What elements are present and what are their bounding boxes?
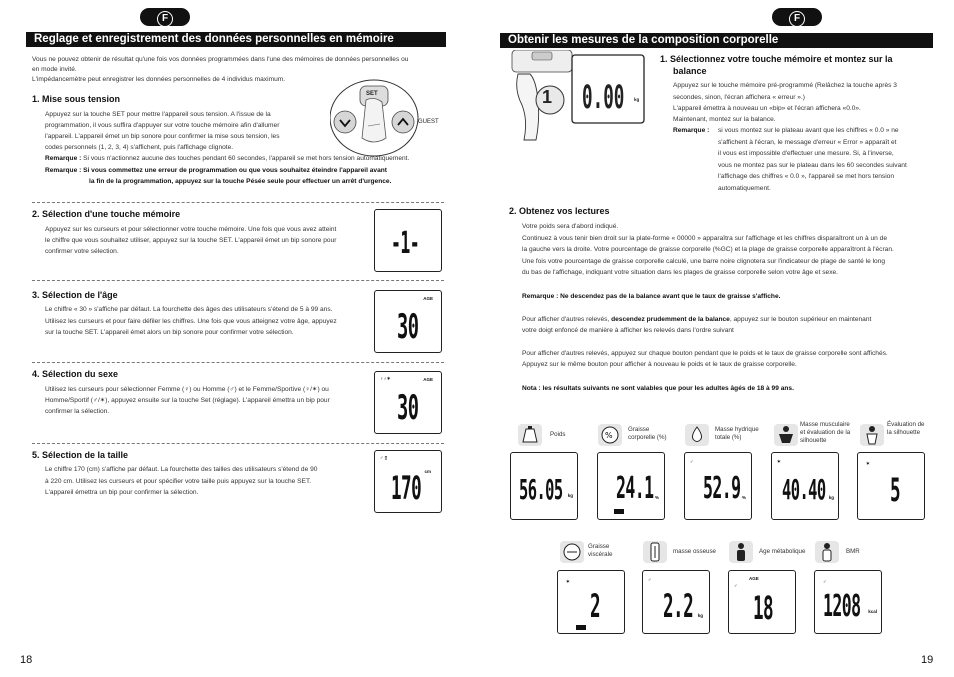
lcd-unit: kg xyxy=(567,493,573,498)
bmr-indicator: ♂ xyxy=(823,579,827,584)
lcd-value: 30 xyxy=(397,388,419,428)
body-line: Appuyez sur les curseurs et pour sélectionner votre touche mémoire. Une fois que vous avez atteint xyxy=(45,226,337,233)
svg-text:%: % xyxy=(605,431,613,440)
remark-line: automatiquement. xyxy=(718,185,771,192)
reading-label: Graisse corporelle (%) xyxy=(628,426,667,441)
divider xyxy=(32,202,444,203)
lcd-display xyxy=(374,209,442,272)
lcd-value: 2 xyxy=(590,587,601,625)
lcd-display xyxy=(374,371,442,434)
water-icon xyxy=(685,424,709,446)
muscle-indicator: ✶ xyxy=(777,459,781,464)
range-indicator xyxy=(576,625,586,630)
reading-label: masse osseuse xyxy=(673,548,716,555)
visceral-indicator: ✶ xyxy=(566,579,570,584)
remark: Remarque : Si vous n'actionnez aucune des touches pendant 60 secondes, l'appareil se met hors tension automatiquement. xyxy=(45,155,410,162)
section-heading: 1. Mise sous tension xyxy=(32,94,121,104)
lcd-value: -1- xyxy=(391,226,420,261)
lcd-display xyxy=(814,570,882,634)
section-heading: 1. Sélectionnez votre touche mémoire et montez sur la xyxy=(660,54,893,64)
reading-label: Évaluation de la silhouette xyxy=(887,421,925,436)
lcd-unit: % xyxy=(741,495,746,500)
body-line: la gauche vers la droite. Votre pourcentage de graisse corporelle (%GC) et la plage de graisse corporelle apparaîtront à l'écran. xyxy=(522,246,894,253)
lcd-value: 30 xyxy=(397,307,419,347)
set-label: SET xyxy=(366,91,378,97)
page-title-right: Obtenir les mesures de la composition corporelle xyxy=(500,33,933,48)
body-line: Pour afficher d'autres relevés, descendez prudemment de la balance, appuyez sur le bouton supérieur en maintenant xyxy=(522,316,872,323)
muscle-icon xyxy=(774,424,798,446)
bmr-icon xyxy=(815,541,839,563)
lcd-display xyxy=(684,452,752,520)
age-tag: AGE xyxy=(423,377,433,382)
lcd-unit: cm xyxy=(424,469,431,474)
lcd-value: 2.2 xyxy=(663,587,694,625)
lcd-display xyxy=(557,570,625,634)
lcd-display xyxy=(857,452,925,520)
divider xyxy=(32,443,444,444)
body-line: Le chiffre 170 (cm) s'affiche par défaut. La fourchette des tailles des utilisateurs s'étend de 90 xyxy=(45,466,318,473)
lcd-display xyxy=(510,452,578,520)
page-title-left: Reglage et enregistrement des données personnelles en mémoire xyxy=(26,32,446,47)
body-line: Appuyez sur le touche mémoire pré-programmé (Relâchez la touche après 3 xyxy=(673,82,897,89)
reading-label: Age métabolique xyxy=(759,548,806,555)
body-line: Une fois votre pourcentage de graisse corporelle calculé, une barre noire clignotera sur l'indicateur de plage de santé le long xyxy=(522,258,886,265)
water-indicator: ♂ xyxy=(690,459,694,464)
lcd-unit: kg xyxy=(634,97,640,102)
body-line: le chiffre que vous souhaitez utiliser, appuyez sur la touche SET. L'appareil émet un bip sonore pour xyxy=(45,237,337,244)
foot-icon xyxy=(517,74,539,140)
remark-strong: la fin de la programmation, appuyez sur la touche Pésée seule pour effectuer un arrêt d'urgence. xyxy=(89,178,392,185)
body-line: codes personnels (1, 2, 3, 4) s'affichent, puis l'affichage clignote. xyxy=(45,144,234,151)
gender-icons: ♀♂✶ xyxy=(380,376,391,381)
language-badge-left: F xyxy=(140,8,190,26)
gender-icon: ♂ ▯ xyxy=(380,455,388,460)
step-number: 1 xyxy=(542,87,553,107)
lcd-value: 5 xyxy=(890,471,901,509)
lcd-display xyxy=(642,570,710,634)
remark-label: Remarque : xyxy=(673,127,710,134)
body-line: L'appareil émettra à nouveau un «bip» et l'écran affichera «0.0». xyxy=(673,105,861,112)
remark-line: vous ne montez pas sur le plateau dans les 60 secondes suivant xyxy=(718,162,907,169)
age-tag: AGE xyxy=(423,296,433,301)
lcd-value: 170 xyxy=(391,469,422,507)
remark-line: il vous est impossible d'effectuer une mesure. Si, à l'inverse, xyxy=(718,150,894,157)
lcd-unit: kcal xyxy=(868,609,877,614)
body-line: votre doigt enfoncé de manière à afficher les relevés dans l'ordre suivant xyxy=(522,327,734,334)
lcd-value: 56.05 xyxy=(519,473,563,506)
bone-mass-icon xyxy=(643,541,667,563)
body-line: Continuez à vous tenir bien droit sur la plate-forme « 00000 » apparaîtra sur l'affichage et les chiffres disparaîtront un à un de xyxy=(522,235,887,242)
lcd-display xyxy=(728,570,796,634)
visceral-fat-icon xyxy=(560,541,584,563)
section-heading: 3. Sélection de l'âge xyxy=(32,290,118,300)
body-line: Homme/Sportif (♂/✶), appuyez ensuite sur la touche Set (réglage). L'appareil émettra un bip pour xyxy=(45,397,330,404)
up-button-illustration xyxy=(392,111,414,133)
reading-label: Graisse viscérale xyxy=(588,543,613,558)
lcd-value: 40.40 xyxy=(782,473,826,506)
page-number-left: 18 xyxy=(20,654,33,666)
lcd-value: 52.9 xyxy=(703,471,741,506)
section-heading: balance xyxy=(673,66,707,76)
bone-indicator: ♂ xyxy=(648,577,652,582)
lcd-display xyxy=(771,452,839,520)
body-line: Pour afficher d'autres relevés, appuyez sur chaque bouton pendant que le poids et le taux de graisse corporelle sont affichés. xyxy=(522,350,888,357)
remark-strong: Remarque : Si vous commettez une erreur de programmation ou que vous souhaitez éteindre l'appareil avant xyxy=(45,167,387,174)
section-heading: 2. Obtenez vos lectures xyxy=(509,206,610,216)
age-person-indicator: ♂ xyxy=(734,583,738,588)
body-line: à 220 cm. Utilisez les curseurs et pour spécifier votre taille puis appuyez sur la touche SET. xyxy=(45,478,312,485)
guest-label: GUEST xyxy=(418,119,439,125)
body-line: programmation, il vous suffira d'appuyer sur votre touche mémoire afin d'allumer xyxy=(45,122,280,129)
remark-line: s'affichent à l'écran, le message d'erreur « Error » apparaît et xyxy=(718,139,897,146)
down-button-illustration xyxy=(334,111,356,133)
body-line: confirmer la sélection. xyxy=(45,408,110,415)
lcd-display xyxy=(374,290,442,353)
lcd-unit: % xyxy=(654,495,659,500)
lcd-display xyxy=(374,450,442,513)
body-line: Le chiffre « 30 » s'affiche par défaut. La fourchette des âges des utilisateurs s'étend de 5 à 99 ans. xyxy=(45,306,333,313)
body-line: Votre poids sera d'abord indiqué. xyxy=(522,223,619,230)
intro-line: Vous ne pouvez obtenir de résultat qu'une fois vos données programmées dans l'une des mémoires de données personnelles ou xyxy=(32,56,409,63)
body-line: secondes, sinon, l'écran affichera « erreur ».) xyxy=(673,94,805,101)
lcd-unit: kg xyxy=(828,495,834,500)
body-line: du bas de l'affichage, indiquant votre situation dans les plages de graisse corporelle selon votre âge et sexe. xyxy=(522,269,839,276)
metabolic-age-icon xyxy=(729,541,753,563)
reading-label: Masse musculaire et évaluation de la silhouette xyxy=(800,421,851,444)
remark-line: si vous montez sur le plateau avant que les chiffres « 0.0 » ne xyxy=(718,127,899,134)
body-line: Maintenant, montez sur la balance. xyxy=(673,116,776,123)
reading-label: BMR xyxy=(846,548,860,555)
body-line: sur la touche SET. L'appareil émet alors un bip sonore pour confirmer votre sélection. xyxy=(45,329,294,336)
body-line: confirmer votre sélection. xyxy=(45,248,119,255)
divider xyxy=(32,362,444,363)
language-badge-right: F xyxy=(772,8,822,26)
silhouette-icon xyxy=(860,424,884,446)
body-line: Utilisez les curseurs et pour faire défiler les chiffres. Une fois que vous atteignez votre âge, appuyez xyxy=(45,318,337,325)
reading-label: Masse hydrique totale (%) xyxy=(715,426,759,441)
range-indicator xyxy=(614,509,624,514)
lcd-unit: kg xyxy=(697,613,703,618)
silhouette-indicator: ✶ xyxy=(866,461,870,466)
control-panel-illustration xyxy=(330,78,450,158)
body-line: l'appareil. L'appareil émet un bip sonore pour confirmer la mise sous tension, les xyxy=(45,133,280,140)
body-fat-icon xyxy=(598,424,622,446)
finger-icon xyxy=(362,98,386,142)
lcd-display xyxy=(597,452,665,520)
remark-line: l'affichage des chiffres « 0.0 », l'appareil se met hors tension xyxy=(718,173,895,180)
body-line: Utilisez les curseurs pour sélectionner Femme (♀) ou Homme (♂) et le Femme/Sportive (♀/✶) ou xyxy=(45,386,329,393)
intro-line: L'impédancemètre peut enregistrer les données personnelles de 4 individus maximum. xyxy=(32,76,286,83)
weight-icon xyxy=(518,424,542,446)
section-heading: 4. Sélection du sexe xyxy=(32,369,119,379)
section-heading: 5. Sélection de la taille xyxy=(32,450,129,460)
body-line: L'appareil émettra un bip pour confirmer la sélection. xyxy=(45,489,199,496)
page-number-right: 19 xyxy=(921,654,934,666)
remark-strong: Remarque : Ne descendez pas de la balance avant que le taux de graisse s'affiche. xyxy=(522,293,781,300)
reading-label: Poids xyxy=(550,431,566,438)
note-strong: Nota : les résultats suivants ne sont valables que pour les adultes âgés de 18 à 99 ans. xyxy=(522,385,794,392)
body-line: Appuyez sur le même bouton pour afficher à nouveau le poids et le taux de graisse corporelle. xyxy=(522,361,797,368)
lcd-value: 0.00 xyxy=(582,78,625,116)
divider xyxy=(32,280,444,281)
intro-line: en mode invité. xyxy=(32,66,77,73)
lcd-value: 24.1 xyxy=(616,471,654,506)
lcd-value: 1208 xyxy=(823,589,861,624)
age-tag: AGE xyxy=(749,576,759,581)
lcd-value: 18 xyxy=(753,589,774,627)
body-line: Appuyez sur la touche SET pour mettre l'appareil sous tension. A l'issue de la xyxy=(45,111,271,118)
section-heading: 2. Sélection d'une touche mémoire xyxy=(32,209,181,219)
